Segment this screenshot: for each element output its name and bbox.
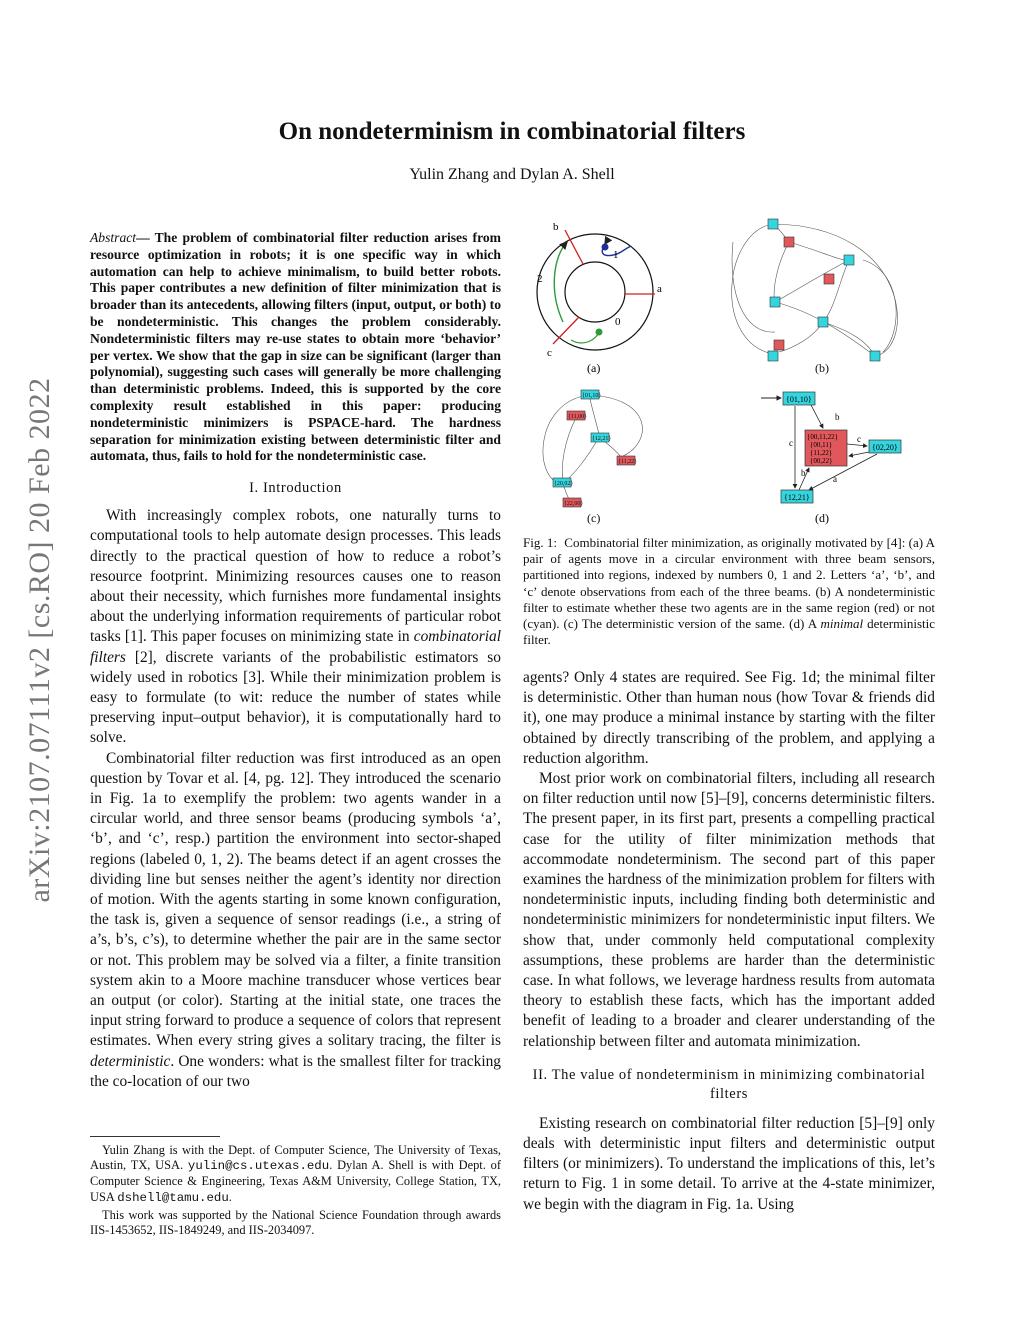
label-b: b [553, 221, 559, 233]
intro-paragraph-1 [90, 506, 501, 748]
email-zhang-link[interactable]: yulin@cs.utexas.edu [187, 1159, 330, 1174]
label-a: a [657, 283, 662, 295]
figure-caption-end: deterministic filter. [523, 616, 936, 648]
left-column [90, 230, 501, 1092]
d-node-01-10-label: {01,10} [786, 395, 812, 404]
figure-caption-emph: minimal [820, 616, 864, 632]
panel-d-minimal-filter [761, 392, 901, 525]
c-edge [589, 395, 599, 434]
c-node-12-21-label: {12,21} [592, 436, 612, 442]
d-node-12-21-label: {12,21} [784, 493, 810, 502]
c-edge [562, 416, 577, 480]
d-edge-label-2: c [857, 434, 861, 444]
b-node-cyan [818, 317, 828, 327]
arxiv-sidebar [18, 310, 62, 970]
intro-paragraph-2 [90, 749, 501, 1092]
right-paragraph-3: Existing research on combinatorial filter reduction [5]–[9] only deals with deterministic input filters and deterministic output filters (or minimizers). To understand the implications of this, let’s return to Fig. 1 in some detail. To arrive at the 4-state minimizer, we begin with the diagram in Fig. 1a. Using [523, 1114, 935, 1213]
footnote-affiliation [90, 1143, 501, 1206]
beam-b [565, 230, 583, 264]
label-c: c [547, 347, 552, 359]
b-edge [779, 322, 823, 352]
c-edge [543, 395, 589, 484]
b-edge [823, 260, 849, 322]
region-1: 1 [613, 249, 619, 261]
intro-p1-text: With increasingly complex robots, one naturally turns to computational tools to help automate design processes. This leads directly to the practical question of how to reduce a robot’s resource footprint. Minimizing resources causes one to reason about their necessity, which furnishes more fundamental insights about the underlying information requirements of particular robot tasks [1]. This paper focuses on minimizing state in [90, 507, 501, 646]
figure-1-graphic [523, 212, 935, 530]
panel-b-nondeterministic-filter [732, 219, 898, 375]
c-node-11-22-label: {11,22} [618, 459, 638, 465]
b-node-cyan [870, 351, 880, 361]
figure-caption [523, 535, 935, 648]
inner-circle [565, 262, 625, 322]
subfig-a-label: (a) [587, 361, 601, 375]
panel-c-deterministic-filter [543, 390, 642, 525]
b-node-red [824, 274, 834, 284]
right-paragraph-2: Most prior work on combinatorial filters, including all research on filter reduction until now [5]–[9], concerns deterministic filters. The present paper, in its first part, presents a compelling practical case for the utility of filter minimization methods that accommodate nondeterminism. The second part of this paper examines the hardness of the minimization problem for filters with nondeterministic inputs, including finding both deterministic and nondeterministic minimizers for nondeterministic input filters. We show that, under commonly held computational complexity assumptions, these problems are harder than the deterministic case. In what follows, we leverage hardness results from automata theory to establish these facts, which has the important added benefit of leading to a broader and clearer understanding of the relationship between filter and automata minimization. [523, 770, 935, 1050]
c-node-11-00-label: {11,00} [568, 414, 588, 420]
c-node-20-02-label: {20,02} [554, 481, 574, 487]
paper-authors: Yulin Zhang and Dylan A. Shell [409, 166, 615, 183]
region-2: 2 [537, 273, 543, 285]
b-node-red [784, 237, 794, 247]
abstract [90, 230, 501, 465]
subfig-b-label: (b) [815, 361, 829, 375]
d-node-merged-label-1: {00,11,22} [807, 433, 838, 441]
d-node-merged-label-2: {00,11} [810, 441, 833, 449]
subfig-d-label: (d) [815, 511, 829, 525]
figure-caption-label: Fig. 1: [523, 535, 557, 550]
d-edge-label-3: c [789, 438, 793, 448]
abstract-label: Abstract [90, 230, 137, 245]
email-shell-link[interactable]: dshell@tamu.edu [117, 1190, 229, 1205]
green-agent-path [554, 242, 567, 322]
intro-p1-emph: combinatorial filters [90, 628, 501, 666]
figure-1 [523, 212, 935, 530]
footnote-rule [90, 1136, 220, 1137]
d-edge-b [811, 405, 823, 428]
b-edge [823, 322, 875, 356]
b-edge [863, 260, 896, 352]
footnote-affil-end: . [228, 1189, 232, 1204]
d-edge-label-1: b [835, 412, 840, 422]
b-node-red [774, 340, 784, 350]
d-edge-label-4: a [833, 474, 837, 484]
green-agent [596, 329, 603, 336]
abstract-text: — The problem of combinatorial filter reduction arises from resource optimization in robots; it is one specific way in which automation can help to achieve minimalism, to build better robots. This paper contributes a new definition of filter minimization that is broader than its antecedents, allowing filters (input, output, or both) to be nondeterministic. This changes the problem considerably. Nondeterministic filters may re-use states to obtain more ‘behavior’ per vertex. We show that the gap in size can be significant (larger than polynomial), suggesting such cases will generally be more challenging than deterministic problems. Indeed, this is supported by the core complexity result established in this paper: producing nondeterministic minimizers is PSPACE-hard. The hardness separation for minimization existing between deterministic filter and automata, thus, fails to hold for the nondeterministic case. [90, 230, 501, 464]
c-node-22-00-label: {22,00} [564, 501, 584, 507]
c-node-01-10-label: {01,10} [582, 393, 602, 399]
footnote-affil-text-2: . Dylan A. Shell is with Dept. of Computer Science & Engineering, Texas A&M University, College Station, TX, USA [90, 1158, 501, 1204]
d-node-merged-label-3: {11,22} [810, 449, 833, 457]
b-edge [732, 224, 773, 354]
d-edge-c2 [849, 452, 869, 456]
b-edge [789, 242, 849, 260]
intro-p2-text: Combinatorial filter reduction was first introduced as an open question by Tovar et al. [4, pg. 12]. They introduced the scenario in Fig. 1a to exemplify the problem: two agents wander in a circular world, and three sensor beams (producing symbols ‘a’, ‘b’, and ‘c’, resp.) partition the environment into sector-shaped regions (labeled 0, 1, 2). The beams detect if an agent crosses the dividing line but senses neither the agent’s identity nor direction of motion. With the agents starting in some known configuration, the task is, given a sequence of sensor readings (i.e., a string of a’s, b’s, c’s), to determine whether the pair are in the same sector or not. This problem may be solved via a filter, a finite transition system akin to a Moore machine transducer whose vertices bear an output (or color). Starting at the initial state, one traces the input string forward to produce a sequence of colors that represent estimates. When every string gives a solitary tracing, the filter is [90, 749, 501, 1050]
b-edge [775, 260, 849, 302]
b-node-cyan [768, 351, 778, 361]
right-paragraph-1: agents? Only 4 states are required. See Fig. 1d; the minimal filter is deterministic. Other than human nous (how Tovar & friends did it), one may produce a minimal instance by starting with the filter obtained by directly transcribing of the problem, and applying a reduction algorithm. [523, 669, 935, 767]
d-edge-c1 [847, 444, 867, 446]
d-edge-label-5: b [801, 468, 806, 478]
d-node-merged-label-4: {00,22} [810, 457, 833, 465]
b-node-cyan [770, 297, 780, 307]
region-0: 0 [615, 316, 621, 328]
b-edge [774, 242, 789, 302]
figure-caption-text: Combinatorial filter minimization, as originally motivated by [4]: (a) A pair of agents move in a circular environment with three beam sensors, partitioned into regions, indexed by numbers 0, 1 and 2. Letters ‘a’, ‘b’, and ‘c’ denote observations from each of the three beams. (b) A nondeterministic filter to estimate whether these two agents are in the same region (red) or not (cyan). (c) The deterministic version of the same. (d) A [523, 535, 936, 632]
panel-a-environment [537, 221, 662, 375]
intro-p2-text-end: . One wonders: what is the smallest filter for tracking the co-location of our two [90, 1052, 501, 1090]
right-column [523, 668, 935, 1215]
green-agent-tail [571, 332, 599, 343]
footnotes [90, 1136, 501, 1240]
section-heading-introduction: I. Introduction [249, 480, 342, 497]
arxiv-identifier: arXiv:2107.07111v2 [cs.RO] 20 Feb 2022 [23, 377, 56, 903]
b-node-cyan [768, 219, 778, 229]
section-heading-value-nondeterminism: II. The value of nondeterminism in minimizing combinatorial filters [532, 1066, 926, 1102]
paper-title: On nondeterminism in combinatorial filters [278, 118, 746, 145]
blue-agent [602, 244, 609, 251]
intro-p2-emph: deterministic [90, 1052, 171, 1070]
c-edge [567, 437, 599, 480]
d-node-02-20-label: {02,20} [872, 443, 898, 452]
b-node-cyan [844, 255, 854, 265]
footnote-funding: This work was supported by the National Science Foundation through awards IIS-1453652, IIS-1849249, and IIS-2034097. [90, 1207, 501, 1238]
subfig-c-label: (c) [587, 511, 601, 525]
intro-p1-text-end: [2], discrete variants of the probabilistic estimators so widely used in robotics [3]. While their minimization problem is easy to formulate (to wit: reduce the number of states while preserving input–output behavior), it is computationally hard to solve. [90, 648, 501, 747]
footnote-affil-text: Yulin Zhang is with the Dept. of Computer Science, The University of Texas, Austin, TX, USA. [90, 1143, 501, 1173]
beam-c [553, 317, 579, 344]
